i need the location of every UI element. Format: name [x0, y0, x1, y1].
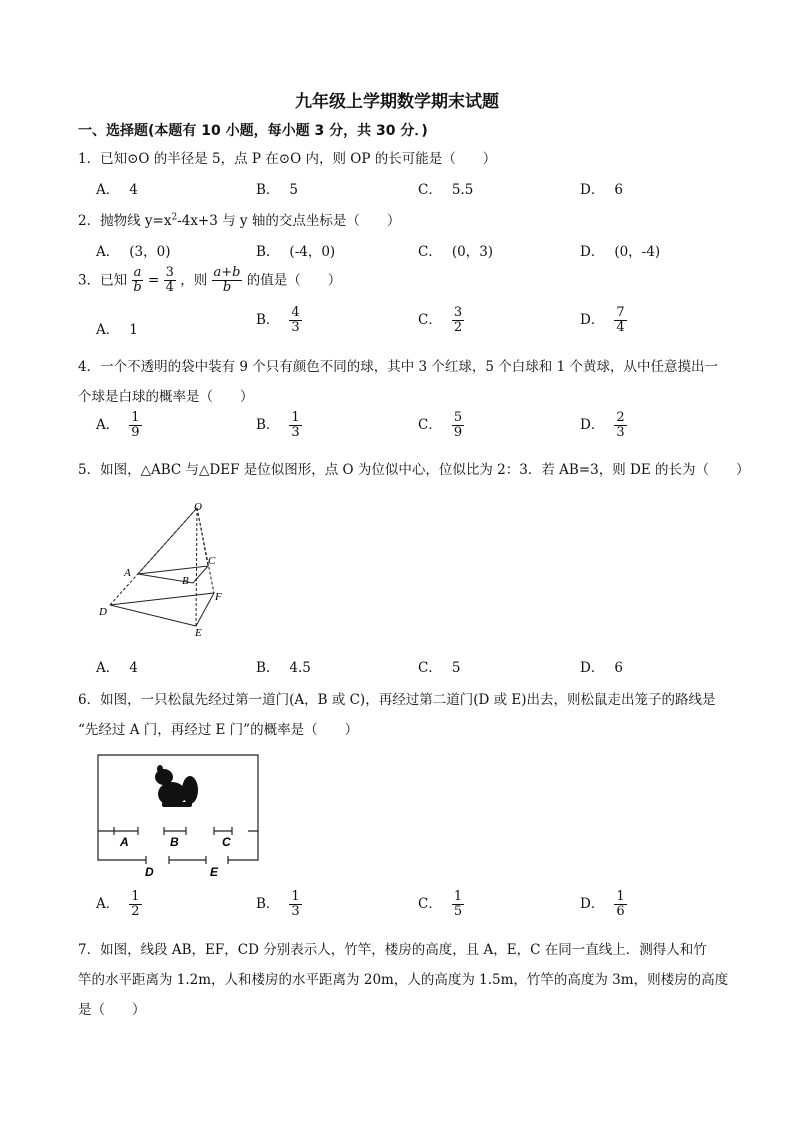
fraction-3-over-4: $\frac{3}{4}$ [165, 265, 174, 296]
line-od [110, 508, 197, 605]
question-4-line-1: 4．一个不透明的袋中装有 9 个只有颜色不同的球，其中 3 个红球，5 个白球和 1 个黄球，从中任意摸出一 [78, 359, 718, 375]
question-6-line-2: “先经过 A 门，再经过 E 门”的概率是（ ） [78, 722, 359, 738]
q1-option-c[interactable]: C． 5.5 [418, 182, 474, 198]
door-label-a: A [120, 835, 129, 849]
question-4-line-2: 个球是白球的概率是（ ） [78, 389, 254, 405]
q5-option-b[interactable]: B． 4.5 [256, 660, 311, 676]
q5-option-c[interactable]: C． 5 [418, 660, 461, 676]
q1-option-d[interactable]: D． 6 [580, 182, 623, 198]
q4-option-b[interactable]: B． $\frac{1}{3}$ [256, 410, 300, 441]
door-label-d: D [145, 865, 154, 879]
q3-option-b[interactable]: B． $\frac{4}{3}$ [256, 305, 300, 336]
q4-option-d[interactable]: D． $\frac{2}{3}$ [580, 410, 625, 441]
q3-option-c[interactable]: C． $\frac{3}{2}$ [418, 305, 463, 336]
q4-option-c[interactable]: C． $\frac{5}{9}$ [418, 410, 463, 441]
q6-option-c[interactable]: C． $\frac{1}{5}$ [418, 889, 463, 920]
q2-option-b[interactable]: B． (-4，0) [256, 244, 336, 260]
q2-option-a[interactable]: A． (3，0) [96, 244, 171, 260]
label-b: B [182, 575, 189, 587]
page-title: 九年级上学期数学期末试题 [295, 92, 499, 112]
q4-option-a[interactable]: A． $\frac{1}{9}$ [96, 410, 140, 441]
question-3: 3．已知 $\frac{a}{b}$ = $\frac{3}{4}$ ，则 $\frac{a+b}{b}$ 的值是（ ） [78, 265, 342, 296]
q3-option-a[interactable]: A． 1 [96, 322, 138, 338]
triangle-def [110, 593, 214, 626]
squirrel-icon [155, 765, 198, 807]
q5-option-d[interactable]: D． 6 [580, 660, 623, 676]
question-7-line-2: 竿的水平距离为 1.2m，人和楼房的水平距离为 20m，人的高度为 1.5m，竹竿的高度为 3m，则楼房的高度 [78, 972, 729, 988]
door-label-e: E [210, 865, 219, 879]
fraction-a-over-b: $\frac{a}{b}$ [133, 265, 142, 296]
q6-option-d[interactable]: D． $\frac{1}{6}$ [580, 889, 625, 920]
line-oc [197, 508, 208, 566]
label-e: E [195, 627, 202, 639]
label-a: A [124, 567, 131, 579]
label-d: D [99, 606, 107, 618]
door-label-b: B [170, 835, 179, 849]
q2-option-d[interactable]: D． (0，-4) [580, 244, 661, 260]
question-2: 2．抛物线 $y=x^2-4x+3$ 与 y 轴的交点坐标是（ ） [78, 212, 401, 229]
fraction-a-plus-b-over-b: $\frac{a+b}{b}$ [213, 265, 241, 296]
q6-option-b[interactable]: B． $\frac{1}{3}$ [256, 889, 300, 920]
section-heading: 一、选择题(本题有 10 小题，每小题 3 分，共 30 分．) [78, 123, 428, 139]
question-6-line-1: 6．如图，一只松鼠先经过第一道门(A，B 或 C)，再经过第二道门(D 或 E)出去，则松鼠走出笼子的路线是 [78, 692, 716, 708]
triangle-abc [138, 566, 208, 583]
label-o: O [194, 501, 202, 513]
question-7-line-1: 7．如图，线段 AB，EF，CD 分别表示人，竹竿，楼房的高度，且 A，E，C 在同一直线上．测得人和竹 [78, 942, 707, 958]
question-7-line-3: 是（ ） [78, 1002, 146, 1018]
label-c: C [208, 555, 216, 567]
similar-triangles-figure [90, 498, 240, 643]
line-of [197, 508, 214, 593]
question-5: 5．如图，△ABC 与△DEF 是位似图形，点 O 为位似中心，位似比为 2：3．若 AB=3，则 DE 的长为（ ） [78, 462, 750, 478]
q1-option-a[interactable]: A． 4 [96, 182, 138, 198]
door-label-c: C [222, 835, 231, 849]
cage-outer-bottom-right [228, 831, 258, 860]
question-1: 1．已知⊙O 的半径是 5，点 P 在⊙O 内，则 OP 的长可能是（ ） [78, 151, 497, 167]
q6-option-a[interactable]: A． $\frac{1}{2}$ [96, 889, 140, 920]
label-f: F [215, 591, 222, 603]
q3-option-d[interactable]: D． $\frac{7}{4}$ [580, 305, 625, 336]
q5-option-a[interactable]: A． 4 [96, 660, 138, 676]
squirrel-cage-figure [94, 752, 264, 882]
q1-option-b[interactable]: B． 5 [256, 182, 299, 198]
q2-option-c[interactable]: C． (0，3) [418, 244, 494, 260]
